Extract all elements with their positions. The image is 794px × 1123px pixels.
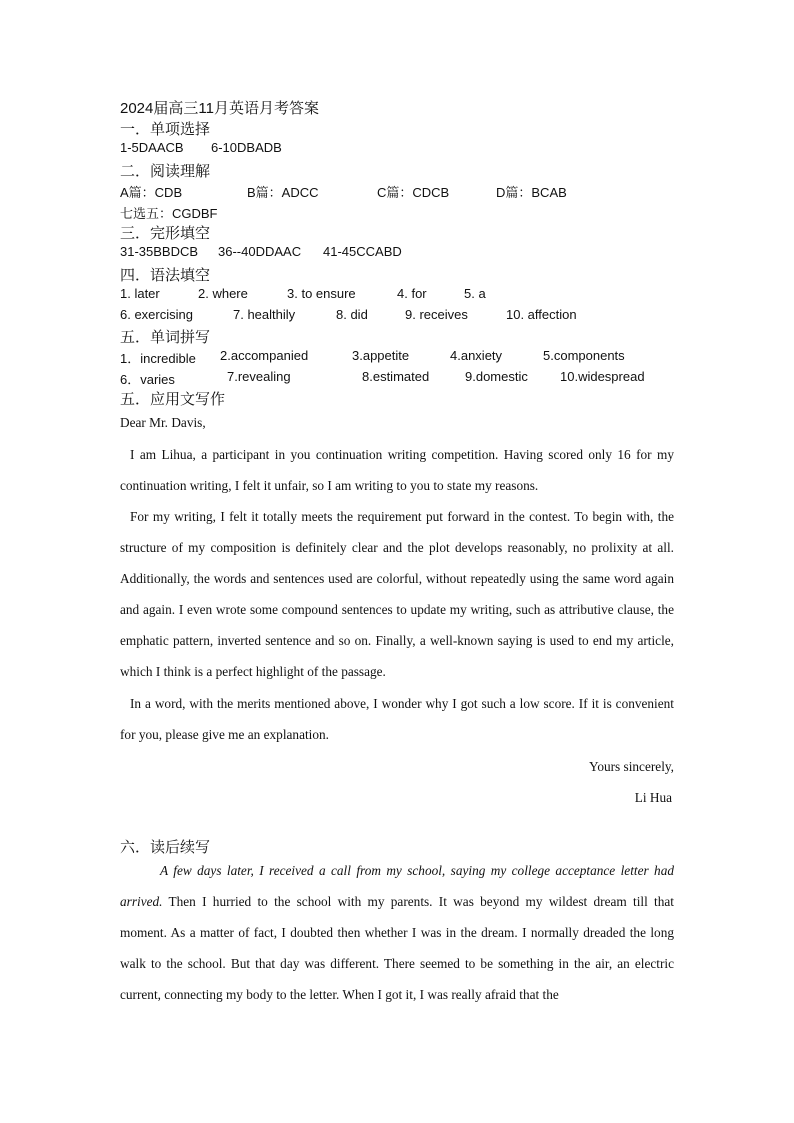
letter-paragraph: I am Lihua, a participant in you continuation writing competition. Having scored only 16 for my continuation writing, I felt it unfair, so I am writing to you to state my reasons. [120,447,674,493]
spelling-answer: 8.estimated [362,369,430,384]
spelling-answer: 4.anxiety [450,348,503,363]
grammar-answer: 4. for [397,286,427,301]
spelling-answer: 5.components [543,348,625,363]
letter-paragraph: For my writing, I felt it totally meets the requirement put forward in the contest. To begin with, the structure of my composition is definitely clear and the plot develops reasonably, no prolixity at all. Additionally, the words and sentences used are colorful, without repeatedly using the same word again and again. I even wrote some compound sentences to update my writing, such as attributive clause, the emphatic pattern, inverted sentence and so on. Finally, a well-known saying is used to end my article, which I think is a perfect highlight of the passage. [120,509,674,679]
spelling-answer: 6．varies [120,372,175,387]
spelling-answer: 9.domestic [465,369,528,384]
grammar-answer: 7. healthily [233,307,296,322]
answer-group: 6-10DBADB [211,140,282,155]
section-heading-multiple-choice: 一．单项选择 [120,121,211,138]
spelling-answer: 10.widespread [560,369,645,384]
answer-group: 41-45CCABD [323,244,402,259]
grammar-answer: 6. exercising [120,307,193,322]
reading-passage-answer: D篇：BCAB [496,185,567,200]
grammar-answer: 1. later [120,286,160,301]
reading-passage-answer: B篇：ADCC [247,185,319,200]
section-heading-cloze: 三．完形填空 [120,225,211,242]
grammar-answer: 8. did [336,307,368,322]
spelling-answer: 7.revealing [227,369,291,384]
seven-five-answer: 七选五：CGDBF [120,206,218,221]
letter-paragraph: In a word, with the merits mentioned above, I wonder why I got such a low score. If it is convenient for you, please give me an explanation. [120,696,674,742]
answer-group: 31-35BBDCB [120,244,199,259]
continuation-body: Then I hurried to the school with my parents. It was beyond my wildest dream till that moment. As a matter of fact, I doubted then whether I was in the dream. I normally dreaded the long walk to the school. But that day was different. There seemed to be something in the air, an electric current, connecting my body to the letter. When I got it, I was really afraid that the [120,894,674,1002]
grammar-answer: 2. where [198,286,248,301]
section-heading-reading: 二．阅读理解 [120,163,211,180]
continuation-lead-sentence: A few days later, I received a call from my school, saying my college acceptance letter had arrived. [120,863,674,909]
reading-passage-answer: A篇：CDB [120,185,183,200]
letter-closing: Yours sincerely, [589,759,674,774]
spelling-answer: 3.appetite [352,348,410,363]
section-heading-spelling: 五．单词拼写 [120,329,211,346]
spelling-answer: 2.accompanied [220,348,309,363]
grammar-answer: 5. a [464,286,486,301]
section-heading-grammar: 四．语法填空 [120,267,211,284]
grammar-answer: 9. receives [405,307,468,322]
page-title: 2024届高三11月英语月考答案 [120,100,319,117]
letter-salutation: Dear Mr. Davis, [120,415,206,430]
grammar-answer: 3. to ensure [287,286,356,301]
continuation-passage [120,855,674,1010]
section-heading-practical-writing: 五．应用文写作 [120,391,226,408]
answer-group: 36--40DDAAC [218,244,302,259]
section-heading-continuation-writing: 六．读后续写 [120,839,211,856]
letter-signature: Li Hua [634,790,672,805]
grammar-answer: 10. affection [506,307,577,322]
reading-passage-answer: C篇：CDCB [377,185,450,200]
answer-group: 1-5DAACB [120,140,184,155]
spelling-answer: 1．incredible [120,351,196,366]
